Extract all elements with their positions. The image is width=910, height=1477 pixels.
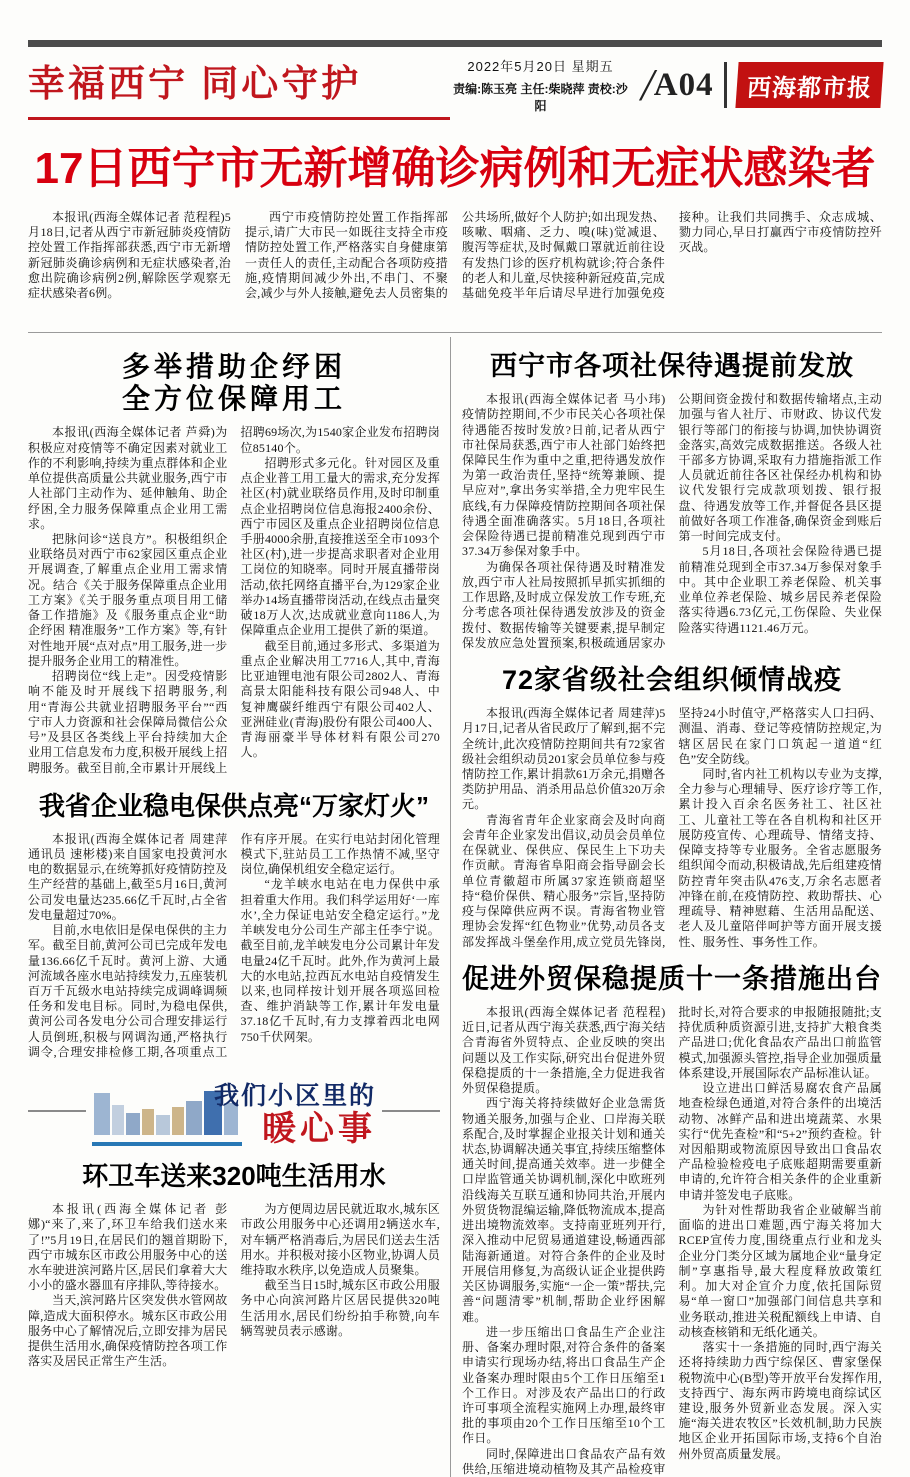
paragraph: 设立进出口鲜活易腐农食产品属地查检绿色通道,对符合条件的出境活动物、冰鲜产品和进出境蔬菜、水果实行“优先查检”和“5+2”预约查检。针对因船期或物流原因导致出口食品农产品检验检疫电子底账超期需要重新申请的,允许符合相关条件的企业重新申请并签发电子底账。 [678, 1081, 882, 1202]
paragraph: 进一步压缩出口食品生产企业注册、备案办理时限,对符合条件的备案申请实行现场办结,将出口食品生产企业备案办理时限由5个工作日压缩至1个工作日。对涉及农产品出口的行政许可事项全流程实施网上办理,最终审批的事项由20个工作日压缩至10个工作日。 [462, 1324, 666, 1446]
paragraph: 同时,省内社工机构以专业为支撑,全力参与心理辅导、医疗诊疗等工作,累计投入百余名医务社工、社区社工、儿童社工等在各自机构和社区开展防疫宣传、心理疏导、情绪支持、保障支持等专业服务。全省志愿服务组织闻令而动,积极请战,先后组建疫情防控青年突击队476支,万余名志愿者冲锋在前,在疫情防控、救助帮扶、心理疏导、精神慰藉、生活用品配送、老人及儿童陪伴呵护等方面开展支援性、服务性、事务性工作。 [678, 767, 882, 949]
masthead-logo: 西海都市报 [735, 62, 884, 108]
page-slogan: 幸福西宁 同心守护 [28, 63, 362, 104]
community-banner [28, 1076, 440, 1149]
article-body [462, 392, 882, 651]
article-social-security [462, 351, 882, 651]
banner-line2: 暖心事 [262, 1110, 377, 1149]
article-social-organizations [462, 665, 882, 950]
article-water-delivery [28, 1162, 440, 1369]
article-body [462, 706, 882, 950]
page-number [641, 58, 714, 110]
main-columns [28, 337, 882, 1477]
paragraph: 为方便周边居民就近取水,城东区市政公用服务中心还调用2辆送水车,对车辆严格消毒后,为居民们送去生活用水。并积极对接小区物业,协调人员维持取水秩序,以免造成人员聚集。 [240, 1202, 440, 1277]
banner-text [214, 1076, 377, 1149]
right-column [450, 337, 882, 1477]
paragraph: 截至当日15时,城东区市政公用服务中心向滨河路片区居民提供320吨生活用水,居民们纷纷拍手称赞,向车辆驾驶员表示感谢。 [240, 1278, 440, 1338]
paragraph: 本报讯(西海全媒体记者 彭娜)“来了,来了,环卫车给我们送水来了!”5月19日,在居民们的翘首期盼下,西宁市城东区市政公用服务中心的送水车驶进滨河路片区,居民们拿着大大小小的盛水器皿有序排队,等待接水。 [28, 1202, 228, 1293]
paragraph: “龙羊峡水电站在电力保供中承担着重大作用。我们科学运用好‘一库水’,全力保证电站安全稳定运行。”龙羊峡发电分公司生产部主任李宁说。截至目前,龙羊峡发电分公司累计年发电量24亿千瓦时。此外,作为黄河上最大的水电站,拉西瓦水电站自疫情发生以来,也同样按计划开展各项巡回检查、维护消缺等工作,累计年发电量37.18亿千瓦时,有力支撑着西北电网750千伏网架。 [240, 877, 440, 1044]
article-body [28, 832, 440, 1061]
paragraph: 5月18日,各项社会保险待遇已提前精准兑现到全市37.34万参保对象手中。其中企业职工养老保险、机关事业单位养老保险、城乡居民养老保险落实待遇6.73亿元,工伤保险、失业保险落实待遇1121.46万元。 [678, 544, 882, 635]
section-divider [28, 332, 882, 333]
meta-divider [724, 62, 727, 108]
banner-left-rule [28, 1110, 86, 1112]
lead-paragraph: 本报讯(西海全媒体记者 范程程)5月18日,记者从西宁市新冠肺炎疫情防控处置工作指挥部获悉,西宁市无新增新冠肺炎确诊病例和无症状感染者,治愈出院确诊病例2例,解除医学观察无症状感染者6例。 [28, 210, 231, 301]
banner-center [92, 1076, 377, 1149]
paragraph: 本报讯(西海全媒体记者 周建萍 通讯员 速彬楼)来自国家电投黄河水电的数据显示,在统筹抓好疫情防控及生产经营的基础上,截至5月16日,黄河公司发电量达235.66亿千瓦时,占全省发电量超过70%。 [28, 831, 228, 922]
slogan-underline [28, 53, 450, 120]
article-power-supply [28, 792, 440, 1060]
article-title-line1: 多举措助企纾困 [121, 351, 346, 382]
article-title: 环卫车送来320吨生活用水 [82, 1161, 386, 1192]
paragraph: 青海省青年企业家商会及时向商会青年企业家发出倡议,动员会员单位在保就业、保供应、保民生上下功夫作贡献。青海省阜阳商会指导副会长单位青徽超市所属37家连锁商超坚持“稳价保供、精心服务”宗旨,坚持防疫与保障供应两不误。青海省物业管理协会发挥“红色物业”优势,动员各支部发挥战斗堡垒作用,成立党员先锋岗,坚持24小时值守,严格落实人口扫码、测温、消毒、登记等疫情防控规定,为辖区居民在家门口筑起一道道“红色”安全防线。 [462, 706, 882, 949]
page-header [28, 53, 882, 120]
paragraph: 本报讯(西海全媒体记者 芦舜)为积极应对疫情等不确定因素对就业工作的不利影响,持续为重点群体和企业单位提供高质量公共就业服务,西宁市人社部门主动作为、延伸触角、助企纾困,全力服务保障重点企业用工需求。 [28, 425, 228, 531]
paragraph: 本报讯(西海全媒体记者 马小玮)疫情防控期间,不少市民关心各项社保待遇能否按时发放?日前,记者从西宁市社保局获悉,西宁市人社部门始终把保障民生作为重中之重,把待遇发放作为第一政治责任,坚持“统筹兼顾、提早应对”,拿出务实举措,全力兜牢民生底线,有力保障疫情防控期间各项社保待遇全面准确落实。5月18日,各项社会保险待遇已提前精准兑现到西宁市37.34万参保对象手中。 [462, 392, 666, 559]
article-title [28, 351, 440, 415]
article-title: 我省企业稳电保供点亮“万家灯火” [38, 790, 429, 821]
article-body [28, 1202, 440, 1370]
paragraph: 招聘岗位“线上走”。因受疫情影响不能及时开展线下招聘服务,利用“青海公共就业招聘服务平台”“西宁市人力资源和社会保障局微信公众号”及县区各类线上平台持续加大企业用工信息发布力度,积极开展线上招聘服务。截至目前,全市累计开展线上招聘69场次,为1540家企业发布招聘岗位85140个。 [28, 425, 440, 775]
article-title-line2: 全方位保障用工 [121, 383, 346, 415]
header-meta [450, 56, 882, 120]
article-title: 促进外贸保稳提质十一条措施出台 [462, 963, 882, 994]
paragraph: 截至目前,通过多形式、多渠道为重点企业解决用工7716人,其中,青海比亚迪锂电池有限公司2802人、青海高景太阳能科技有限公司948人、中复神鹰碳纤维西宁有限公司402人、亚洲硅业(青海)股份有限公司400人、青海丽豪半导体材料有限公司270人。 [240, 638, 440, 760]
paragraph: 本报讯(西海全媒体记者 范程程)近日,记者从西宁海关获悉,西宁海关结合青海省外贸特点、企业反映的突出问题以及工作实际,研究出台促进外贸保稳提质的十一条措施,全力促进我省外贸保稳提质。 [462, 1004, 666, 1096]
lead-paragraph: 西宁市疫情防控处置工作指挥部提示,请广大市民一如既往支持全市疫情防控处置工作,严格落实自身健康第一责任人的责任,主动配合各项防疫措施,疫情期间减少外出,不串门、不聚会,减少与外人接触,避免去人员密集的公共场所,做好个人防护;如出现发热、咳嗽、咽痛、乏力、嗅(味)觉减退、腹泻等症状,及时佩戴口罩就近前往设有发热门诊的医疗机构就诊;符合条件的老人和儿童,尽快接种新冠疫苗,完成基础免疫半年后请尽早进行加强免疫接种。让我们共同携手、众志成城、勠力同心,早日打赢西宁市疫情防控歼灭战。 [245, 210, 882, 301]
paragraph: 落实十一条措施的同时,西宁海关还将持续助力西宁综保区、曹家堡保税物流中心(B型)等开放平台发挥作用,支持西宁、海东两市跨境电商综试区建设,服务外贸新业态发展。深入实施“海关进农牧区”长效机制,助力民族地区企业开拓国际市场,支持6个自治州外贸高质量发展。 [678, 1340, 882, 1461]
paragraph: 本报讯(西海全媒体记者 周建萍)5月17日,记者从省民政厅了解到,据不完全统计,此次疫情防控期间共有72家省级社会组织动员201家会员单位参与疫情防控工作,累计捐款61万余元,捐赠各类防护用品、消杀用品总价值320万余元。 [462, 706, 666, 812]
article-employment [28, 351, 440, 776]
paragraph: 把脉问诊“送良方”。积极组织企业联络员对西宁市62家园区重点企业开展调查,了解重点企业用工需求情况。结合《关于服务保障重点企业用工方案》《关于服务重点项目用工储备工作措施》及《服务重点企业“助企纾困 精准服务”工作方案》等,有针对性地开展“点对点”用工服务,进一步提升服务企业用工的精准性。 [28, 532, 228, 668]
article-title: 西宁市各项社保待遇提前发放 [490, 351, 854, 381]
newspaper-page [0, 40, 910, 1477]
staff-line: 责编:陈玉亮 主任:柴晓萍 责校:沙阳 [453, 82, 628, 113]
paragraph: 招聘形式多元化。针对园区及重点企业普工用工量大的需求,充分发挥社区(村)就业联络员作用,及时印制重点企业招聘岗位信息海报2400余份、西宁市园区及重点企业招聘岗位信息手册4000余册,直接推送至全市1093个社区(村),进一步提高求职者对企业用工岗位的知晓率。同时开展直播带岗活动,依托网络直播平台,为129家企业举办14场直播带岗活动,在线点击量突破18万人次,达成就业意向1186人,为保障重点企业用工提供了新的渠道。 [240, 455, 440, 638]
article-title: 72家省级社会组织倾情战疫 [501, 665, 843, 696]
page-number-value: A04 [653, 66, 714, 103]
banner-line1: 我们小区里的 [214, 1082, 377, 1111]
paragraph: 为确保各项社保待遇及时精准发放,西宁市人社局按照抓早抓实抓细的工作思路,及时成立保发放工作专班,充分考虑各项社保待遇发放涉及的资金拨付、数据传输等关键要素,提早制定保发放应急处置预案,积极疏通居家办公期间资金拨付和数据传输堵点,主动加强与省人社厅、市财政、协议代发银行等部门的衔接与协调,加快协调资金落实,高效完成数据推送。各级人社干部多方协调,采取有力措施指派工作人员就近前往各区社保经办机构和协议代发银行完成款项划拨、银行报盘、待遇发放等工作,并督促各县区提前做好各项工作准备,确保资金到账后第一时间完成支付。 [462, 392, 882, 650]
paragraph: 当天,滨河路片区突发供水管网故障,造成大面积停水。城东区市政公用服务中心了解情况后,立即安排为居民提供生活用水,确保疫情防控各项工作落实及居民正常生产生活。 [28, 1293, 228, 1369]
article-foreign-trade [462, 964, 882, 1477]
main-headline: 17日西宁市无新增确诊病例和无症状感染者 [34, 144, 876, 193]
article-body [28, 425, 440, 775]
date-block [450, 56, 631, 114]
issue-date: 2022年5月20日 星期五 [467, 59, 614, 74]
lead-article-body [28, 210, 882, 322]
banner-right-rule [382, 1110, 440, 1112]
paragraph: 为针对性帮助我省企业破解当前面临的进出口难题,西宁海关将加大RCEP宣传力度,围绕重点行业和龙头企业分门类分区域为属地企业“量身定制”享惠指导,最大程度释放政策红利。加大对企宣介力度,依托国际贸易“单一窗口”加强部门间信息共享和业务联动,推进关税配额线上申请、自动核查核销和无纸化通关。 [678, 1202, 882, 1339]
page-number-slash: / [641, 58, 654, 110]
left-column [28, 337, 450, 1477]
paragraph: 西宁海关将持续做好企业急需货物通关服务,加强与企业、口岸海关联系配合,及时掌握企业报关计划和通关状态,协调解决通关事宜,持续压缩整体通关时间,提高通关效率。进一步健全口岸监管通关协调机制,深化中欧班列沿线海关互联互通和协同共治,开展内外贸货物混编运输,降低物流成本,提高进出境物流效率。支持南亚班列开行,深入推动中尼贸易通道建设,畅通西部陆海新通道。对符合条件的企业及时开展信用修复,为高级认证企业提供跨关区协调服务,实施“一企一策”帮扶,完善“问题清零”机制,帮助企业纾困解难。 [462, 1096, 666, 1324]
article-body [462, 1005, 882, 1477]
paragraph: 目前,水电依旧是保电保供的主力军。截至目前,黄河公司已完成年发电量136.66亿千瓦时。黄河上游、大通河流域各座水电站持续发力,五座装机百万千瓦级水电站持续完成调峰调频任务和发电目标。同时,为稳电保供,黄河公司各发电分公司合理安排运行人员倒班,积极与网调沟通,严格执行调令,合理安排检修工期,各项重点工作有序开展。在实行电站封闭化管理模式下,驻站员工工作热情不减,坚守岗位,确保机组安全稳定运行。 [28, 831, 440, 1059]
top-rule [28, 40, 882, 47]
paragraph: 同时,保障进出口食品农产品有效供给,压缩进境动植物及其产品检疫审批时长,对符合要求的申报随报随批;支持优质种质资源引进,支持扩大粮食类产品进口;优化食品农产品出口前监管模式,加强源头管控,指导企业加强质量体系建设,开展国际农产品标准认证。 [462, 1004, 882, 1476]
